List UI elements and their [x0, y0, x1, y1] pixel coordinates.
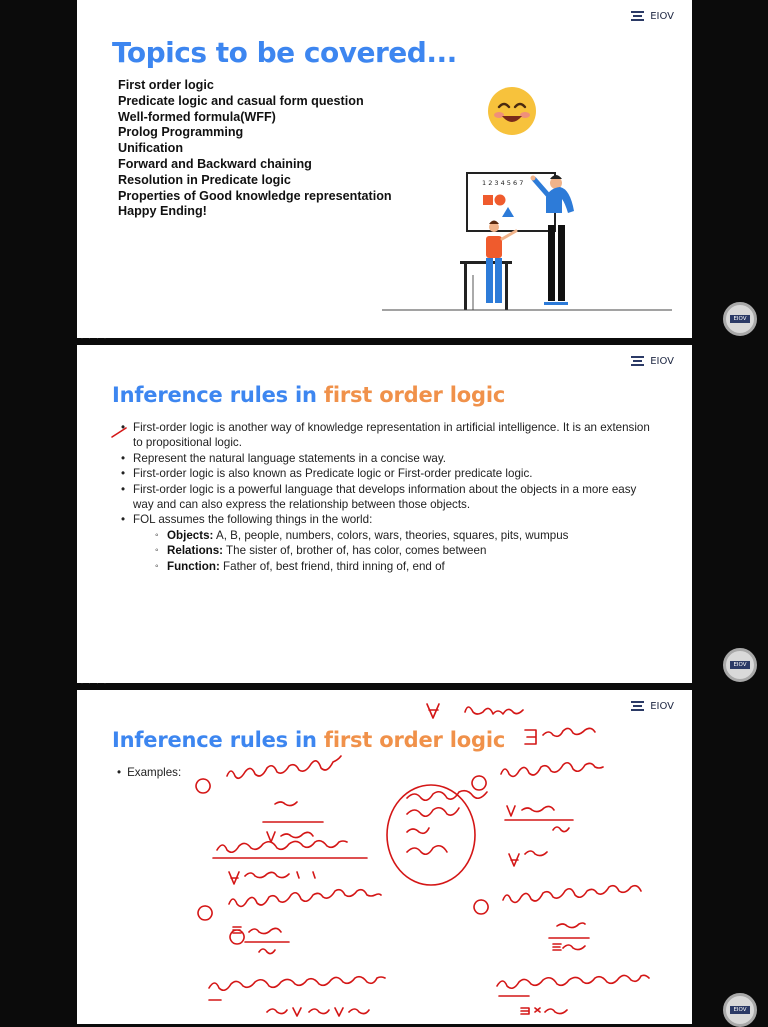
- topic-item: First order logic: [118, 78, 214, 92]
- ink-scribble-forall-x-p: [229, 872, 315, 884]
- title-main: Inference rules in: [112, 728, 324, 752]
- sub-item: [155, 559, 657, 574]
- ink-scribble-some-students: [209, 977, 385, 1000]
- ink-scribble-existential-instantiation: [229, 890, 381, 907]
- ink-exists-px-bottom: [521, 1008, 567, 1014]
- topic-item: Predicate logic and casual form question: [118, 93, 364, 108]
- sub-text: Father of, best friend, third inning of, end of: [219, 559, 445, 573]
- examples-label: • Examples:: [117, 766, 181, 779]
- ink-scribble-for-all: [465, 707, 523, 714]
- brand-logo: [631, 356, 674, 367]
- bullet-item: • First-order logic is also known as Predicate logic or First-order predicate logic.: [117, 466, 657, 481]
- ink-frac2: [505, 806, 573, 832]
- ink-scribble-universal-generalization: [227, 756, 341, 778]
- bullet-text: FOL assumes the following things in the world:: [133, 513, 373, 527]
- slide-inference-rules-intro: [77, 345, 692, 683]
- ink-scribble-px-or: [267, 1008, 369, 1016]
- sub-term: Objects:: [167, 528, 214, 542]
- slide-inference-rules-examples: [77, 690, 692, 1024]
- fol-bullet-list: [117, 420, 657, 574]
- ink-forall-x: [509, 851, 547, 866]
- bullet-item: • First-order logic is another way of knowledge representation in artificial intelligence. It is an extension to propositional logic.: [117, 420, 657, 451]
- topic-item: Well-formed formula(WFF): [118, 109, 276, 124]
- title-accent: first order logic: [323, 383, 506, 407]
- fol-assumptions-list: [133, 528, 657, 574]
- ink-exists-top: [525, 730, 536, 744]
- bullet-item: [117, 512, 657, 574]
- brand-logo: [631, 11, 674, 22]
- ink-step3-circle: [198, 906, 212, 920]
- slide-title: [112, 383, 505, 407]
- sub-item: [155, 543, 657, 558]
- sub-text: The sister of, brother of, has color, comes between: [223, 544, 487, 558]
- ink-scribble-for-some: [543, 728, 595, 736]
- divider-dots: · · · ·: [81, 681, 108, 687]
- brand-name: EIOV: [650, 356, 674, 367]
- ink-exists-frac-right: [549, 923, 589, 950]
- ink-scribble-existential-introduction: [503, 886, 641, 903]
- sub-term: Relations:: [167, 544, 224, 558]
- topic-item: Resolution in Predicate logic: [118, 172, 291, 187]
- side-badge-text: EIOV: [730, 1006, 749, 1014]
- teacher-student-illustration: [382, 165, 672, 315]
- smiley-emoji-icon: [487, 86, 537, 136]
- slide-title: Topics to be covered...: [112, 36, 457, 69]
- ink-step1-circle: [196, 779, 210, 793]
- side-badge-logo: [723, 648, 757, 682]
- handwritten-annotations: [77, 690, 692, 1024]
- topic-item: Happy Ending!: [118, 204, 207, 219]
- ink-scribble-ram-got: [497, 975, 649, 996]
- title-main: Inference rules in: [112, 383, 324, 407]
- brand-name: EIOV: [650, 11, 674, 22]
- topic-item: Unification: [118, 141, 184, 156]
- title-accent: first order logic: [323, 728, 506, 752]
- bullet-item: • Represent the natural language statements in a concise way.: [117, 451, 657, 466]
- topics-list: [118, 78, 392, 220]
- topic-item: Prolog Programming: [118, 125, 244, 140]
- slide-topics: [77, 0, 692, 338]
- brand-name: EIOV: [650, 701, 674, 712]
- topic-item: Forward and Backward chaining: [118, 156, 312, 171]
- sub-text: A, B, people, numbers, colors, wars, theories, squares, pits, wumpus: [213, 528, 569, 542]
- bullet-item: • First-order logic is a powerful language that develops information about the objects in a more easy way and can also express the relationship between those objects.: [117, 482, 657, 513]
- side-badge-logo: [723, 302, 757, 336]
- brand-logo-icon: [631, 356, 644, 367]
- ink-scribble-car-wheels: [213, 841, 367, 858]
- ink-example-circle: [387, 785, 475, 885]
- ink-frac1: [263, 802, 323, 842]
- side-badge-text: EIOV: [730, 315, 749, 323]
- ink-exists-frac-left: [230, 927, 289, 954]
- topic-item: Properties of Good knowledge representation: [118, 188, 392, 203]
- ink-forall-top: [427, 704, 439, 718]
- ink-scribble-universal-instantiation: [501, 763, 603, 777]
- ink-step4-circle: [474, 900, 488, 914]
- brand-logo-icon: [631, 11, 644, 22]
- ink-step2-circle: [472, 776, 486, 790]
- side-badge-text: EIOV: [730, 661, 749, 669]
- side-badge-logo: [723, 993, 757, 1027]
- divider-dots: · · · ·: [81, 336, 108, 342]
- sub-term: Function:: [167, 559, 220, 573]
- sub-item: [155, 528, 657, 543]
- board-numbers: 1 2 3 4 5 6 7: [482, 179, 524, 187]
